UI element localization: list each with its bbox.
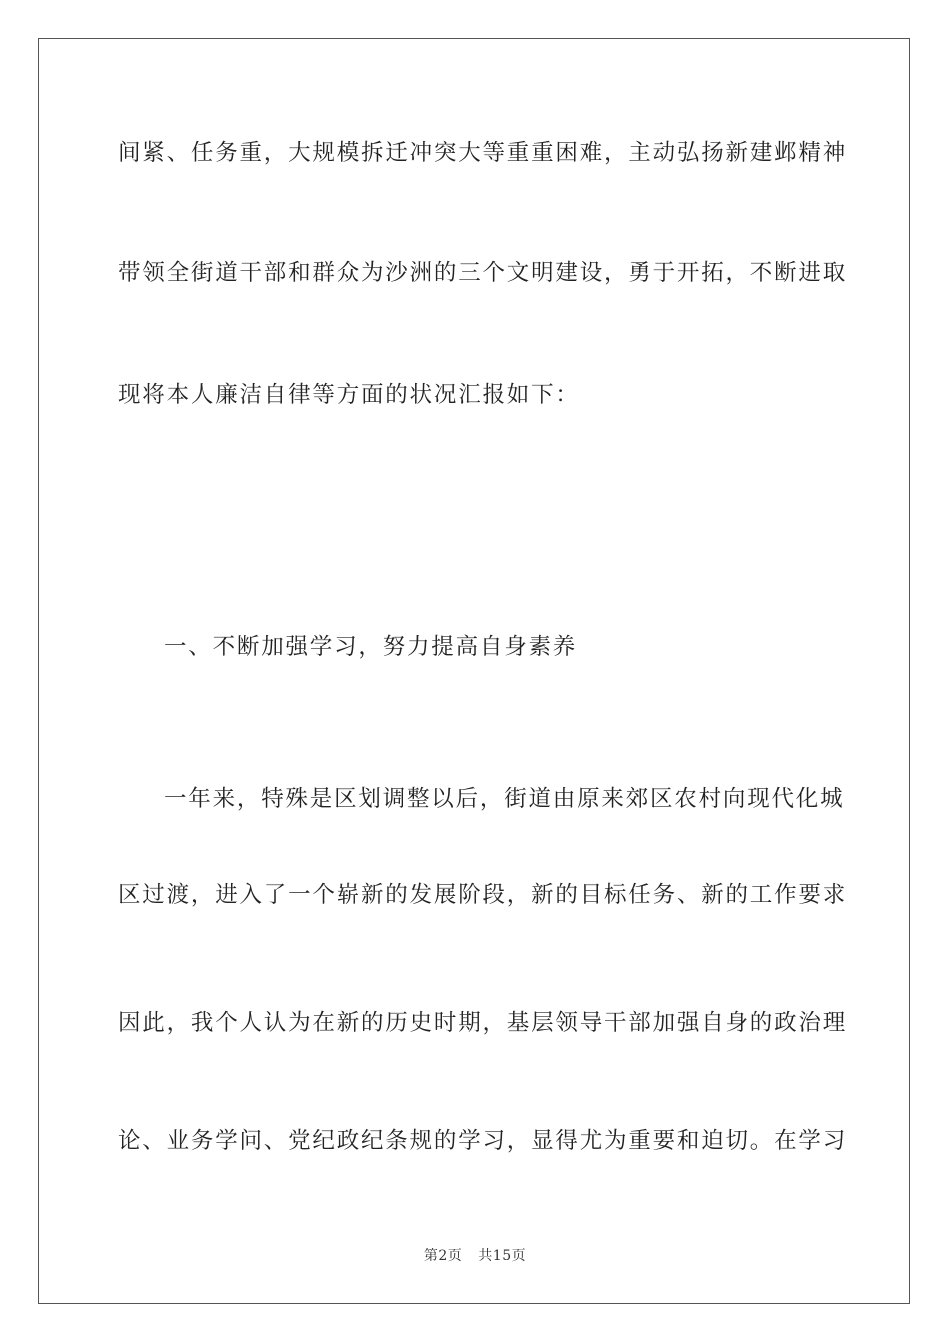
body-text-line: 因此，我个人认为在新的历史时期，基层领导干部加强自身的政治理 xyxy=(118,1010,848,1036)
body-text-line: 论、业务学问、党纪政纪条规的学习，显得尤为重要和迫切。在学习 xyxy=(118,1128,848,1154)
body-text-line: 一年来，特殊是区划调整以后，街道由原来郊区农村向现代化城 xyxy=(164,786,845,812)
body-text-line: 现将本人廉洁自律等方面的状况汇报如下： xyxy=(118,382,580,408)
page-number: 第2页 xyxy=(423,1248,463,1264)
body-text-line: 间紧、任务重，大规模拆迁冲突大等重重困难，主动弘扬新建邺精神 xyxy=(118,140,848,166)
section-heading: 一、不断加强学习，努力提高自身素养 xyxy=(164,634,578,660)
body-text-line: 区过渡，进入了一个崭新的发展阶段，新的目标任务、新的工作要求 xyxy=(118,882,848,908)
page-footer xyxy=(0,1246,950,1266)
total-pages: 共15页 xyxy=(478,1248,527,1264)
body-text-line: 带领全街道干部和群众为沙洲的三个文明建设，勇于开拓，不断进取 xyxy=(118,260,848,286)
page-frame xyxy=(38,38,910,1304)
